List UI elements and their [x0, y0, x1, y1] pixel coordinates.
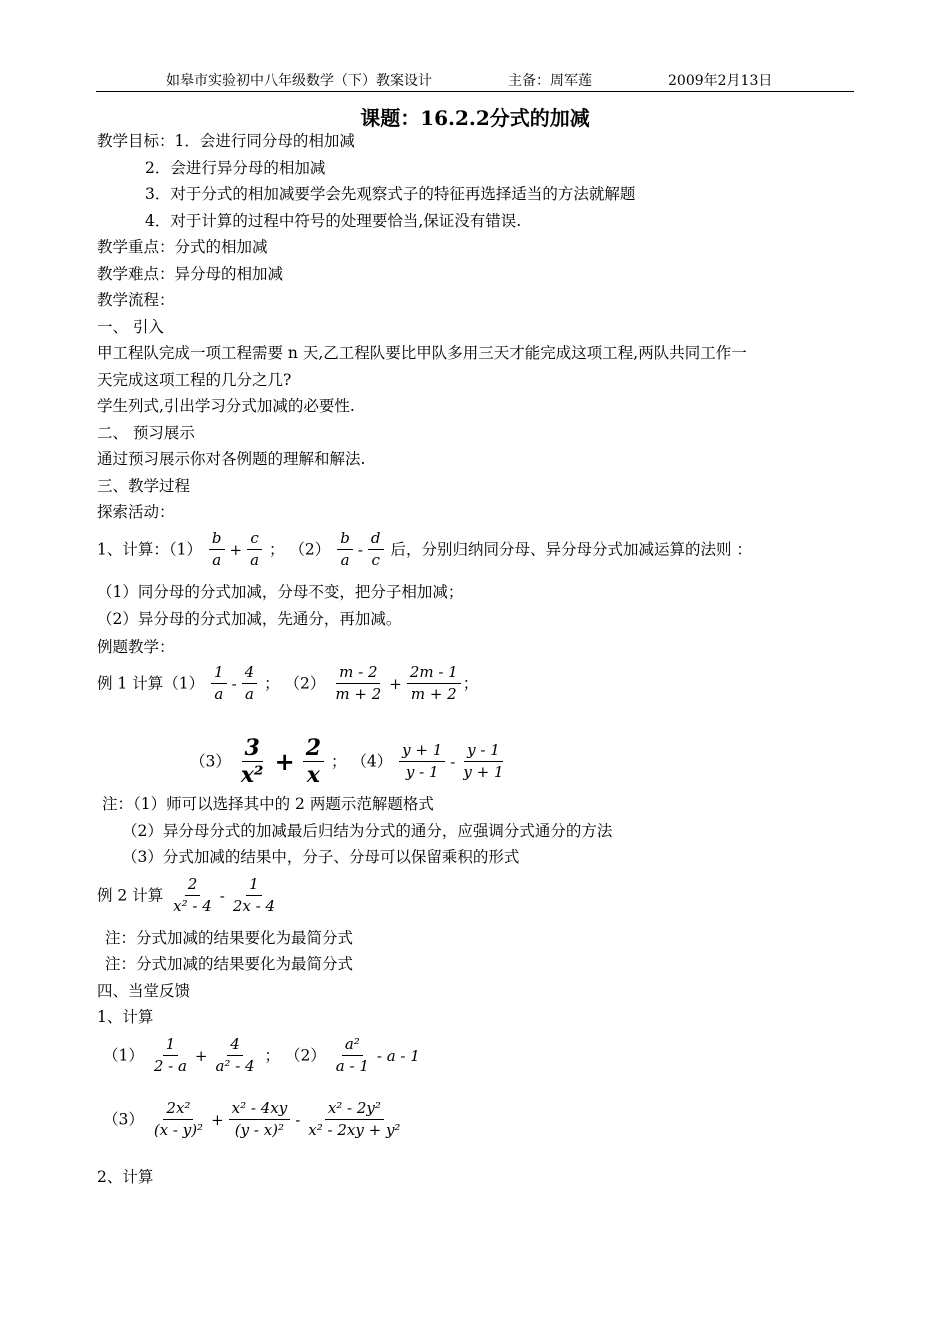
operator: - — [219, 886, 225, 905]
denominator: x — [306, 762, 320, 788]
denominator: y + 1 — [463, 763, 504, 781]
section-intro: 一、 引入 — [97, 318, 164, 336]
fraction — [337, 528, 353, 571]
feedback-p3: （3） — [103, 1110, 144, 1129]
fraction — [238, 735, 267, 788]
operator: - — [450, 752, 456, 771]
goal-3: 3．对于分式的相加减要学会先观察式子的特征再选择适当的方法就解题 — [145, 185, 636, 203]
problem-line-1: 甲工程队完成一项工程需要 n 天,乙工程队要比甲队多用三天才能完成这项工程,两队共同工作一 — [97, 344, 747, 362]
denominator: (x - y)² — [153, 1121, 204, 1139]
example1-lead: 例 1 计算（1） — [97, 674, 205, 693]
denominator: x² — [240, 762, 264, 788]
fraction — [333, 1034, 372, 1077]
denominator: 2x - 4 — [232, 897, 276, 915]
example1-row — [97, 662, 478, 705]
numerator: m - 2 — [336, 662, 380, 684]
operator: + — [229, 540, 243, 559]
numerator: 2x² — [163, 1098, 193, 1120]
explore-tail: 后，分别归纳同分母、异分母分式加减运算的法则 ： — [390, 540, 752, 559]
explore-row — [97, 528, 752, 571]
examples-heading: 例题教学： — [97, 638, 175, 656]
goal-1: 教学目标：1．会进行同分母的相加减 — [97, 132, 355, 150]
goal-2: 2．会进行异分母的相加减 — [145, 159, 326, 177]
denominator: (y - x)² — [234, 1121, 285, 1139]
feedback-row2 — [103, 1098, 405, 1141]
denominator: a — [214, 685, 224, 703]
fraction — [368, 528, 384, 571]
example2-lead: 例 2 计算 — [97, 886, 164, 905]
lesson-title: 课题：16.2.2分式的加减 — [360, 106, 590, 130]
operator: + — [274, 746, 295, 776]
numerator: 1 — [246, 874, 262, 896]
denominator: a — [340, 551, 350, 569]
numerator: y - 1 — [464, 740, 503, 762]
numerator: 3 — [242, 735, 263, 762]
calc-heading-1: 1、计算 — [97, 1008, 154, 1026]
denominator: m + 2 — [410, 685, 457, 703]
fraction — [242, 662, 258, 705]
section-feedback: 四、当堂反馈 — [97, 982, 191, 1000]
section-process: 三、教学过程 — [97, 477, 191, 495]
fraction — [407, 662, 461, 705]
denominator: a² - 4 — [215, 1057, 255, 1075]
header-date: 2009年2月13日 — [668, 73, 773, 89]
denominator: a — [244, 685, 254, 703]
key-point: 教学重点：分式的相加减 — [97, 238, 268, 256]
note-3: （3）分式加减的结果中，分子、分母可以保留乘积的形式 — [122, 848, 520, 866]
denominator: 2 - a — [153, 1057, 187, 1075]
rule-1: （1）同分母的分式加减，分母不变，把分子相加减； — [97, 583, 464, 601]
numerator: 2 — [303, 735, 324, 762]
fraction — [230, 874, 278, 917]
numerator: x² - 4xy — [229, 1098, 291, 1120]
numerator: 2 — [185, 874, 201, 896]
header-divider — [96, 91, 854, 92]
rule-2: （2）异分母的分式加减，先通分，再加减。 — [97, 610, 402, 628]
difficulty: 教学难点：异分母的相加减 — [97, 265, 284, 283]
numerator: c — [247, 528, 261, 550]
operator: + — [389, 674, 402, 693]
note-2: （2）异分母分式的加减最后归结为分式的通分，应强调分式通分的方法 — [122, 822, 613, 840]
operator: - — [295, 1110, 301, 1129]
denominator: a — [212, 551, 222, 569]
fraction — [212, 1034, 257, 1077]
header-author: 主备：周军莲 — [508, 73, 592, 89]
numerator: d — [368, 528, 384, 550]
note-1: 注：（1）师可以选择其中的 2 两题示范解题格式 — [102, 795, 434, 813]
example1-end: ； — [462, 674, 479, 693]
goal-4: 4．对于计算的过程中符号的处理要恰当,保证没有错误. — [145, 212, 522, 230]
denominator: m + 2 — [335, 685, 382, 703]
explore-mid: ； （2） — [269, 540, 331, 559]
note-4: 注：分式加减的结果要化为最简分式 — [105, 929, 354, 947]
numerator: 1 — [163, 1034, 179, 1056]
section-preview: 二、 预习展示 — [97, 424, 195, 442]
feedback-p1: （1） — [103, 1046, 144, 1065]
numerator: a² — [342, 1034, 363, 1056]
numerator: 4 — [227, 1034, 243, 1056]
fraction — [209, 528, 225, 571]
expression-tail: - a - 1 — [376, 1046, 420, 1065]
operator: - — [357, 540, 363, 559]
fraction — [211, 662, 227, 705]
operator: + — [194, 1046, 208, 1065]
note-5: 注：分式加减的结果要化为最简分式 — [105, 955, 354, 973]
denominator: x² - 4 — [173, 897, 212, 915]
problem-line-2: 天完成这项工程的几分之几? — [97, 371, 292, 389]
denominator: c — [371, 551, 380, 569]
example1-row2 — [190, 735, 509, 788]
header-school: 如皋市实验初中八年级数学（下）教案设计 — [166, 73, 432, 89]
example1-sep2: ； （4） — [330, 752, 393, 771]
numerator: y + 1 — [399, 740, 445, 762]
calc-heading-2: 2、计算 — [97, 1168, 154, 1186]
fraction — [151, 1098, 206, 1141]
numerator: b — [337, 528, 353, 550]
operator: + — [211, 1110, 224, 1129]
example1-sep: ； （2） — [264, 674, 326, 693]
explore-lead: 1、计算：（1） — [97, 540, 202, 559]
numerator: 2m - 1 — [407, 662, 461, 684]
denominator: a — [250, 551, 260, 569]
problem-line-3: 学生列式,引出学习分式加减的必要性. — [97, 397, 355, 415]
denominator: x² - 2xy + y² — [308, 1121, 401, 1139]
fraction — [247, 528, 262, 571]
denominator: y - 1 — [405, 763, 439, 781]
fraction — [303, 735, 324, 788]
numerator: b — [209, 528, 225, 550]
feedback-sep: ； （2） — [264, 1046, 326, 1065]
fraction — [151, 1034, 190, 1077]
fraction — [305, 1098, 403, 1141]
operator: - — [231, 674, 237, 693]
fraction — [170, 874, 215, 917]
numerator: 1 — [211, 662, 227, 684]
fraction — [332, 662, 384, 705]
feedback-row1 — [103, 1034, 423, 1077]
explore-heading: 探索活动： — [97, 503, 175, 521]
fraction — [229, 1098, 291, 1141]
example2-row — [97, 874, 280, 917]
flow-heading: 教学流程： — [97, 291, 175, 309]
numerator: x² - 2y² — [325, 1098, 384, 1120]
preview-text: 通过预习展示你对各例题的理解和解法. — [97, 450, 366, 468]
fraction — [399, 740, 445, 783]
denominator: a - 1 — [335, 1057, 369, 1075]
fraction — [460, 740, 506, 783]
example1-p3: （3） — [190, 752, 231, 771]
numerator: 4 — [242, 662, 258, 684]
